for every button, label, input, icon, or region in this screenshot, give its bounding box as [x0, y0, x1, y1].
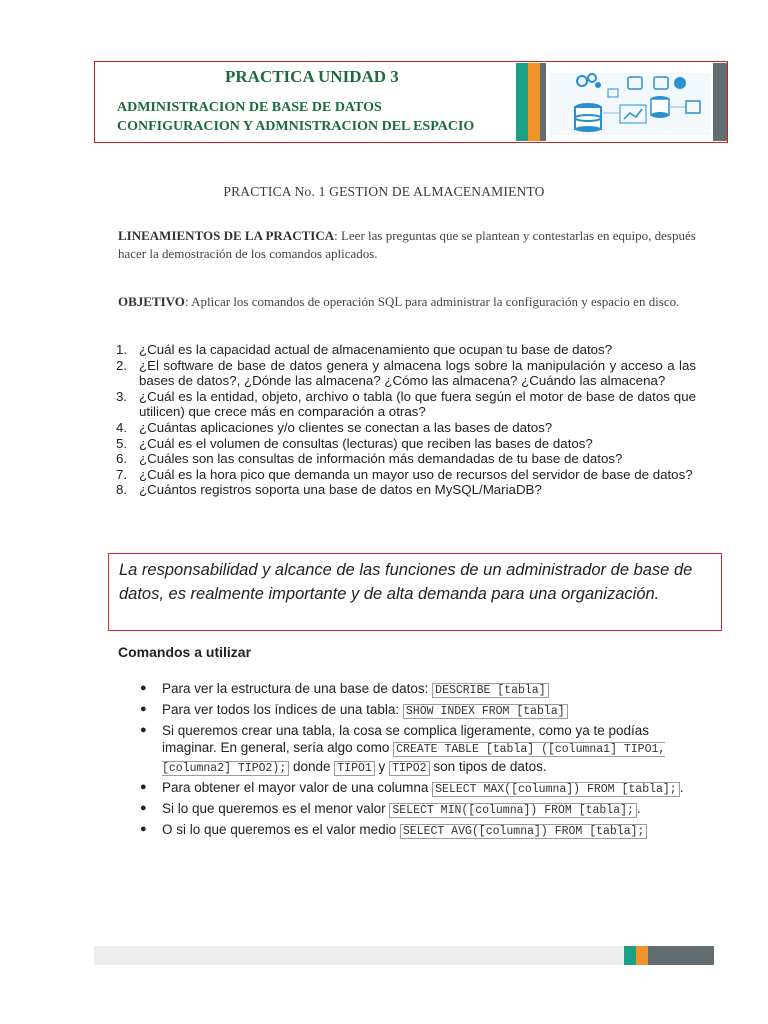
- list-item: [136, 800, 696, 819]
- bullet-icon: ●: [140, 802, 147, 814]
- command-code: CREATE TABLE [tabla] ([columna1] TIPO1, [columna2] TIPO2);: [162, 743, 666, 775]
- command-tail: .: [679, 780, 684, 795]
- question-text: ¿Cuál es el volumen de consultas (lecturas) que reciben las bases de datos?: [139, 435, 593, 451]
- question-number: 4.: [116, 419, 128, 435]
- question-text: ¿El software de base de datos genera y almacena logs sobre la manipulación y acceso a las bases de datos?, ¿Dónde las almacena? ¿Cómo las almacena? ¿Cuándo las almacena?: [139, 357, 696, 389]
- commands-heading: Comandos a utilizar: [118, 644, 252, 660]
- list-item: [116, 451, 696, 467]
- guidelines-label: LINEAMIENTOS DE LA PRACTICA: [118, 228, 335, 243]
- question-number: 6.: [116, 451, 128, 467]
- objective-label: OBJETIVO: [118, 294, 185, 309]
- command-text: Si lo que queremos es el menor valor: [162, 801, 390, 816]
- list-item: [116, 358, 696, 389]
- command-text: donde: [289, 759, 335, 774]
- guidelines-text: : Leer las preguntas que se plantean y contestarlas en equipo, después hacer la demostración de los comandos aplicados.: [118, 228, 696, 261]
- bullet-icon: ●: [140, 781, 147, 793]
- question-number: 1.: [116, 342, 128, 357]
- bullet-icon: ●: [140, 823, 147, 835]
- list-item: [136, 722, 696, 777]
- list-item: [136, 680, 696, 699]
- command-tail: .: [636, 801, 641, 816]
- question-text: ¿Cuántas aplicaciones y/o clientes se conectan a las bases de datos?: [139, 419, 553, 435]
- command-code: SELECT AVG([columna]) FROM [tabla];: [400, 824, 648, 839]
- question-number: 3.: [116, 388, 128, 404]
- command-text: y: [374, 759, 390, 774]
- question-text: ¿Cuáles son las consultas de información más demandadas de tu base de datos?: [139, 451, 623, 467]
- commands-list: [136, 680, 696, 842]
- gray-end-bar: [713, 63, 727, 141]
- header-box: [94, 61, 728, 143]
- header-subtitle-2: CONFIGURACION Y ADMNISTRACION DEL ESPACIO: [117, 119, 475, 134]
- practice-title: PRACTICA No. 1 GESTION DE ALMACENAMIENTO: [223, 184, 545, 199]
- page-title: PRACTICA UNIDAD 3: [225, 67, 399, 86]
- footer-bar: [94, 946, 714, 965]
- footer-teal-bar: [624, 946, 636, 965]
- command-text: Para obtener el mayor valor de una columna: [162, 780, 433, 795]
- command-code: SELECT MIN([columna]) FROM [tabla];: [389, 803, 637, 818]
- database-illustration-icon: [546, 63, 716, 141]
- questions-list: [116, 342, 696, 498]
- command-code: DESCRIBE [tabla]: [432, 683, 548, 698]
- question-number: 5.: [116, 435, 128, 451]
- command-code: TIPO2: [389, 761, 430, 776]
- list-item: [136, 821, 696, 840]
- list-item: [136, 779, 696, 798]
- list-item: [116, 420, 696, 436]
- question-text: ¿Cuál es la hora pico que demanda un mayor uso de recursos del servidor de base de datos?: [139, 466, 693, 482]
- list-item: [116, 436, 696, 452]
- quote-box: La responsabilidad y alcance de las funciones de un administrador de base de datos, es realmente importante y de alta demanda para una organización.: [108, 553, 722, 631]
- objective-paragraph: [118, 293, 702, 311]
- bullet-icon: ●: [140, 724, 147, 736]
- list-item: [116, 482, 696, 498]
- question-text: ¿Cuántos registros soporta una base de datos en MySQL/MariaDB?: [139, 482, 542, 498]
- bullet-icon: ●: [140, 682, 147, 694]
- footer-orange-bar: [636, 946, 648, 965]
- question-number: 8.: [116, 482, 128, 498]
- guidelines-paragraph: [118, 227, 702, 263]
- graphic-panel: [546, 63, 716, 141]
- list-item: [116, 389, 696, 420]
- command-text: Para ver todos los índices de una tabla:: [162, 702, 403, 717]
- question-text: ¿Cuál es la capacidad actual de almacenamiento que ocupan tu base de datos?: [139, 342, 613, 357]
- command-code: SHOW INDEX FROM [tabla]: [403, 704, 568, 719]
- command-text: Si queremos crear una tabla, la cosa se complica ligeramente, como ya te podías imaginar. En general, sería algo como: [162, 723, 650, 755]
- command-text: son tipos de datos.: [429, 759, 547, 774]
- orange-bar: [528, 63, 540, 141]
- header-subtitle-1: ADMINISTRACION DE BASE DE DATOS: [117, 100, 382, 115]
- teal-bar: [516, 63, 528, 141]
- command-text: O si lo que queremos es el valor medio: [162, 822, 400, 837]
- question-number: 7.: [116, 466, 128, 482]
- question-number: 2.: [116, 357, 128, 373]
- list-item: [136, 701, 696, 720]
- command-text: Para ver la estructura de una base de datos:: [162, 681, 433, 696]
- list-item: [116, 342, 696, 358]
- list-item: [116, 467, 696, 483]
- bullet-icon: ●: [140, 703, 147, 715]
- footer-gray-bar: [648, 946, 714, 965]
- command-code: SELECT MAX([columna]) FROM [tabla];: [432, 782, 680, 797]
- objective-text: : Aplicar los comandos de operación SQL para administrar la configuración y espacio en disco.: [184, 294, 680, 309]
- command-code: TIPO1: [334, 761, 375, 776]
- question-text: ¿Cuál es la entidad, objeto, archivo o tabla (lo que fuera según el motor de base de datos que utilicen) que crece más en comparación a otras?: [139, 388, 696, 420]
